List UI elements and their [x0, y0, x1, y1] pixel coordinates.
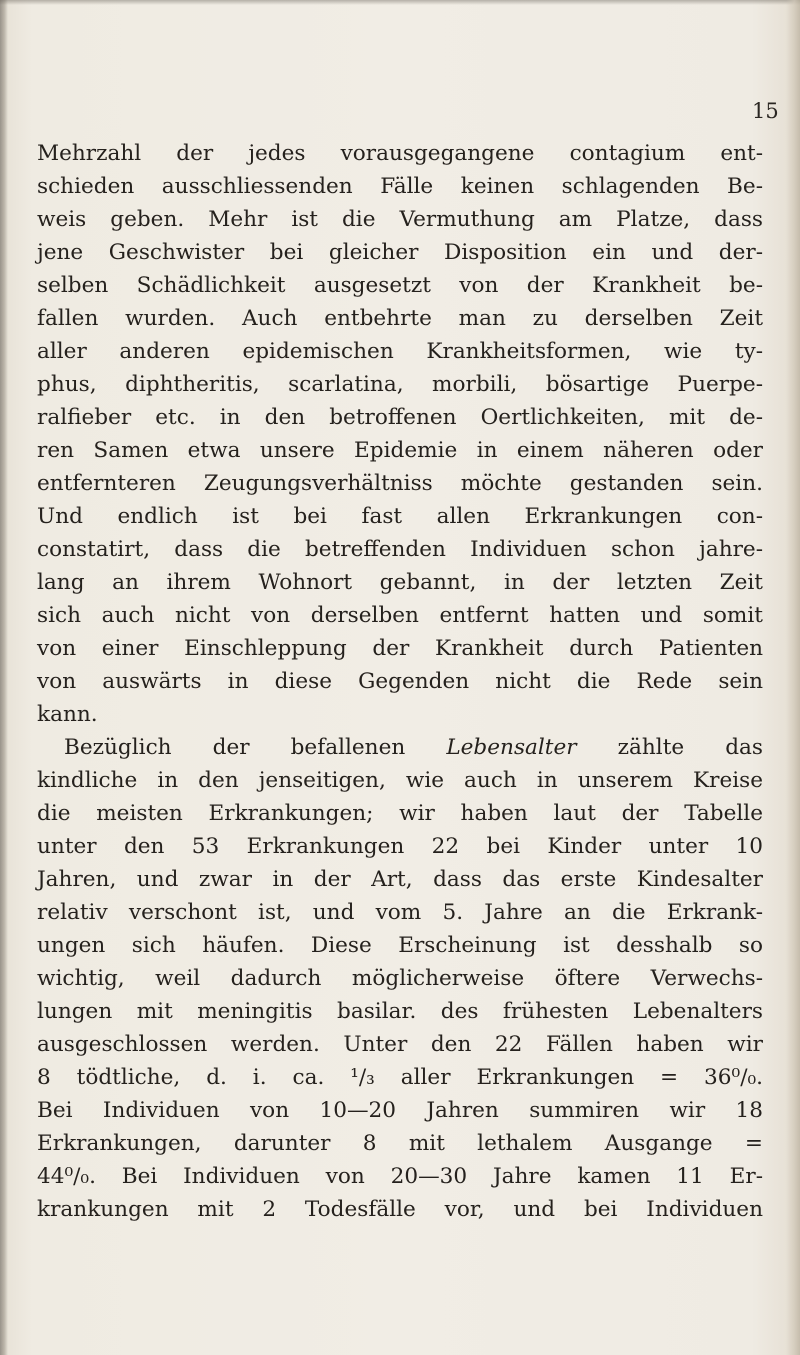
text-line: ren Samen etwa unsere Epidemie in einem näheren oder	[37, 438, 763, 463]
paragraph-first-line	[37, 731, 763, 764]
text-line: wichtig, weil dadurch möglicherweise öftere Verwechs-	[37, 966, 763, 991]
text-line: selben Schädlichkeit ausgesetzt von der Krankheit be-	[37, 273, 763, 298]
body-text	[37, 137, 763, 1226]
text-line: Jahren, und zwar in der Art, dass das erste Kindesalter	[37, 867, 763, 892]
text-line: von einer Einschleppung der Krankheit durch Patienten	[37, 636, 763, 661]
text-fragment: Bezüglich der befallenen	[64, 735, 447, 760]
text-line: von auswärts in diese Gegenden nicht die Rede sein	[37, 669, 763, 694]
text-fragment: zählte das	[576, 735, 763, 760]
text-line: schieden ausschliessenden Fälle keinen schlagenden Be-	[37, 174, 763, 199]
text-line: Bei Individuen von 10—20 Jahren summiren wir 18	[37, 1098, 763, 1123]
text-line: Mehrzahl der jedes vorausgegangene contagium ent-	[37, 141, 763, 166]
text-line: phus, diphtheritis, scarlatina, morbili, bösartige Puerpe-	[37, 372, 763, 397]
text-line: kann.	[37, 702, 98, 727]
text-line: 44⁰/₀. Bei Individuen von 20—30 Jahre kamen 11 Er-	[37, 1164, 763, 1189]
text-line: aller anderen epidemischen Krankheitsformen, wie ty-	[37, 339, 763, 364]
emphasized-term: Lebensalter	[446, 735, 577, 760]
page-left-shadow	[0, 0, 8, 1355]
text-line: ralfieber etc. in den betroffenen Oertlichkeiten, mit de-	[37, 405, 763, 430]
text-line: jene Geschwister bei gleicher Disposition ein und der-	[37, 240, 763, 265]
text-line: fallen wurden. Auch entbehrte man zu derselben Zeit	[37, 306, 763, 331]
page-top-shadow	[0, 0, 800, 5]
text-line: unter den 53 Erkrankungen 22 bei Kinder unter 10	[37, 834, 763, 859]
text-line: ungen sich häufen. Diese Erscheinung ist desshalb so	[37, 933, 763, 958]
text-line: krankungen mit 2 Todesfälle vor, und bei Individuen	[37, 1197, 763, 1222]
text-line: die meisten Erkrankungen; wir haben laut der Tabelle	[37, 801, 763, 826]
text-line: entfernteren Zeugungsverhältniss möchte gestanden sein.	[37, 471, 763, 496]
text-line: constatirt, dass die betreffenden Individuen schon jahre-	[37, 537, 763, 562]
text-line: relativ verschont ist, und vom 5. Jahre an die Erkrank-	[37, 900, 763, 925]
text-line: ausgeschlossen werden. Unter den 22 Fällen haben wir	[37, 1032, 763, 1057]
text-line: Und endlich ist bei fast allen Erkrankungen con-	[37, 504, 763, 529]
text-line: kindliche in den jenseitigen, wie auch in unserem Kreise	[37, 768, 763, 793]
text-line: weis geben. Mehr ist die Vermuthung am Platze, dass	[37, 207, 763, 232]
page-number: 15	[752, 99, 779, 123]
page-right-edge	[786, 0, 800, 1355]
text-line: sich auch nicht von derselben entfernt hatten und somit	[37, 603, 763, 628]
text-line: Erkrankungen, darunter 8 mit lethalem Ausgange =	[37, 1131, 763, 1156]
text-line: lang an ihrem Wohnort gebannt, in der letzten Zeit	[37, 570, 763, 595]
text-line: 8 tödtliche, d. i. ca. ¹/₃ aller Erkrankungen = 36⁰/₀.	[37, 1065, 763, 1090]
text-line: lungen mit meningitis basilar. des frühesten Lebenalters	[37, 999, 763, 1024]
